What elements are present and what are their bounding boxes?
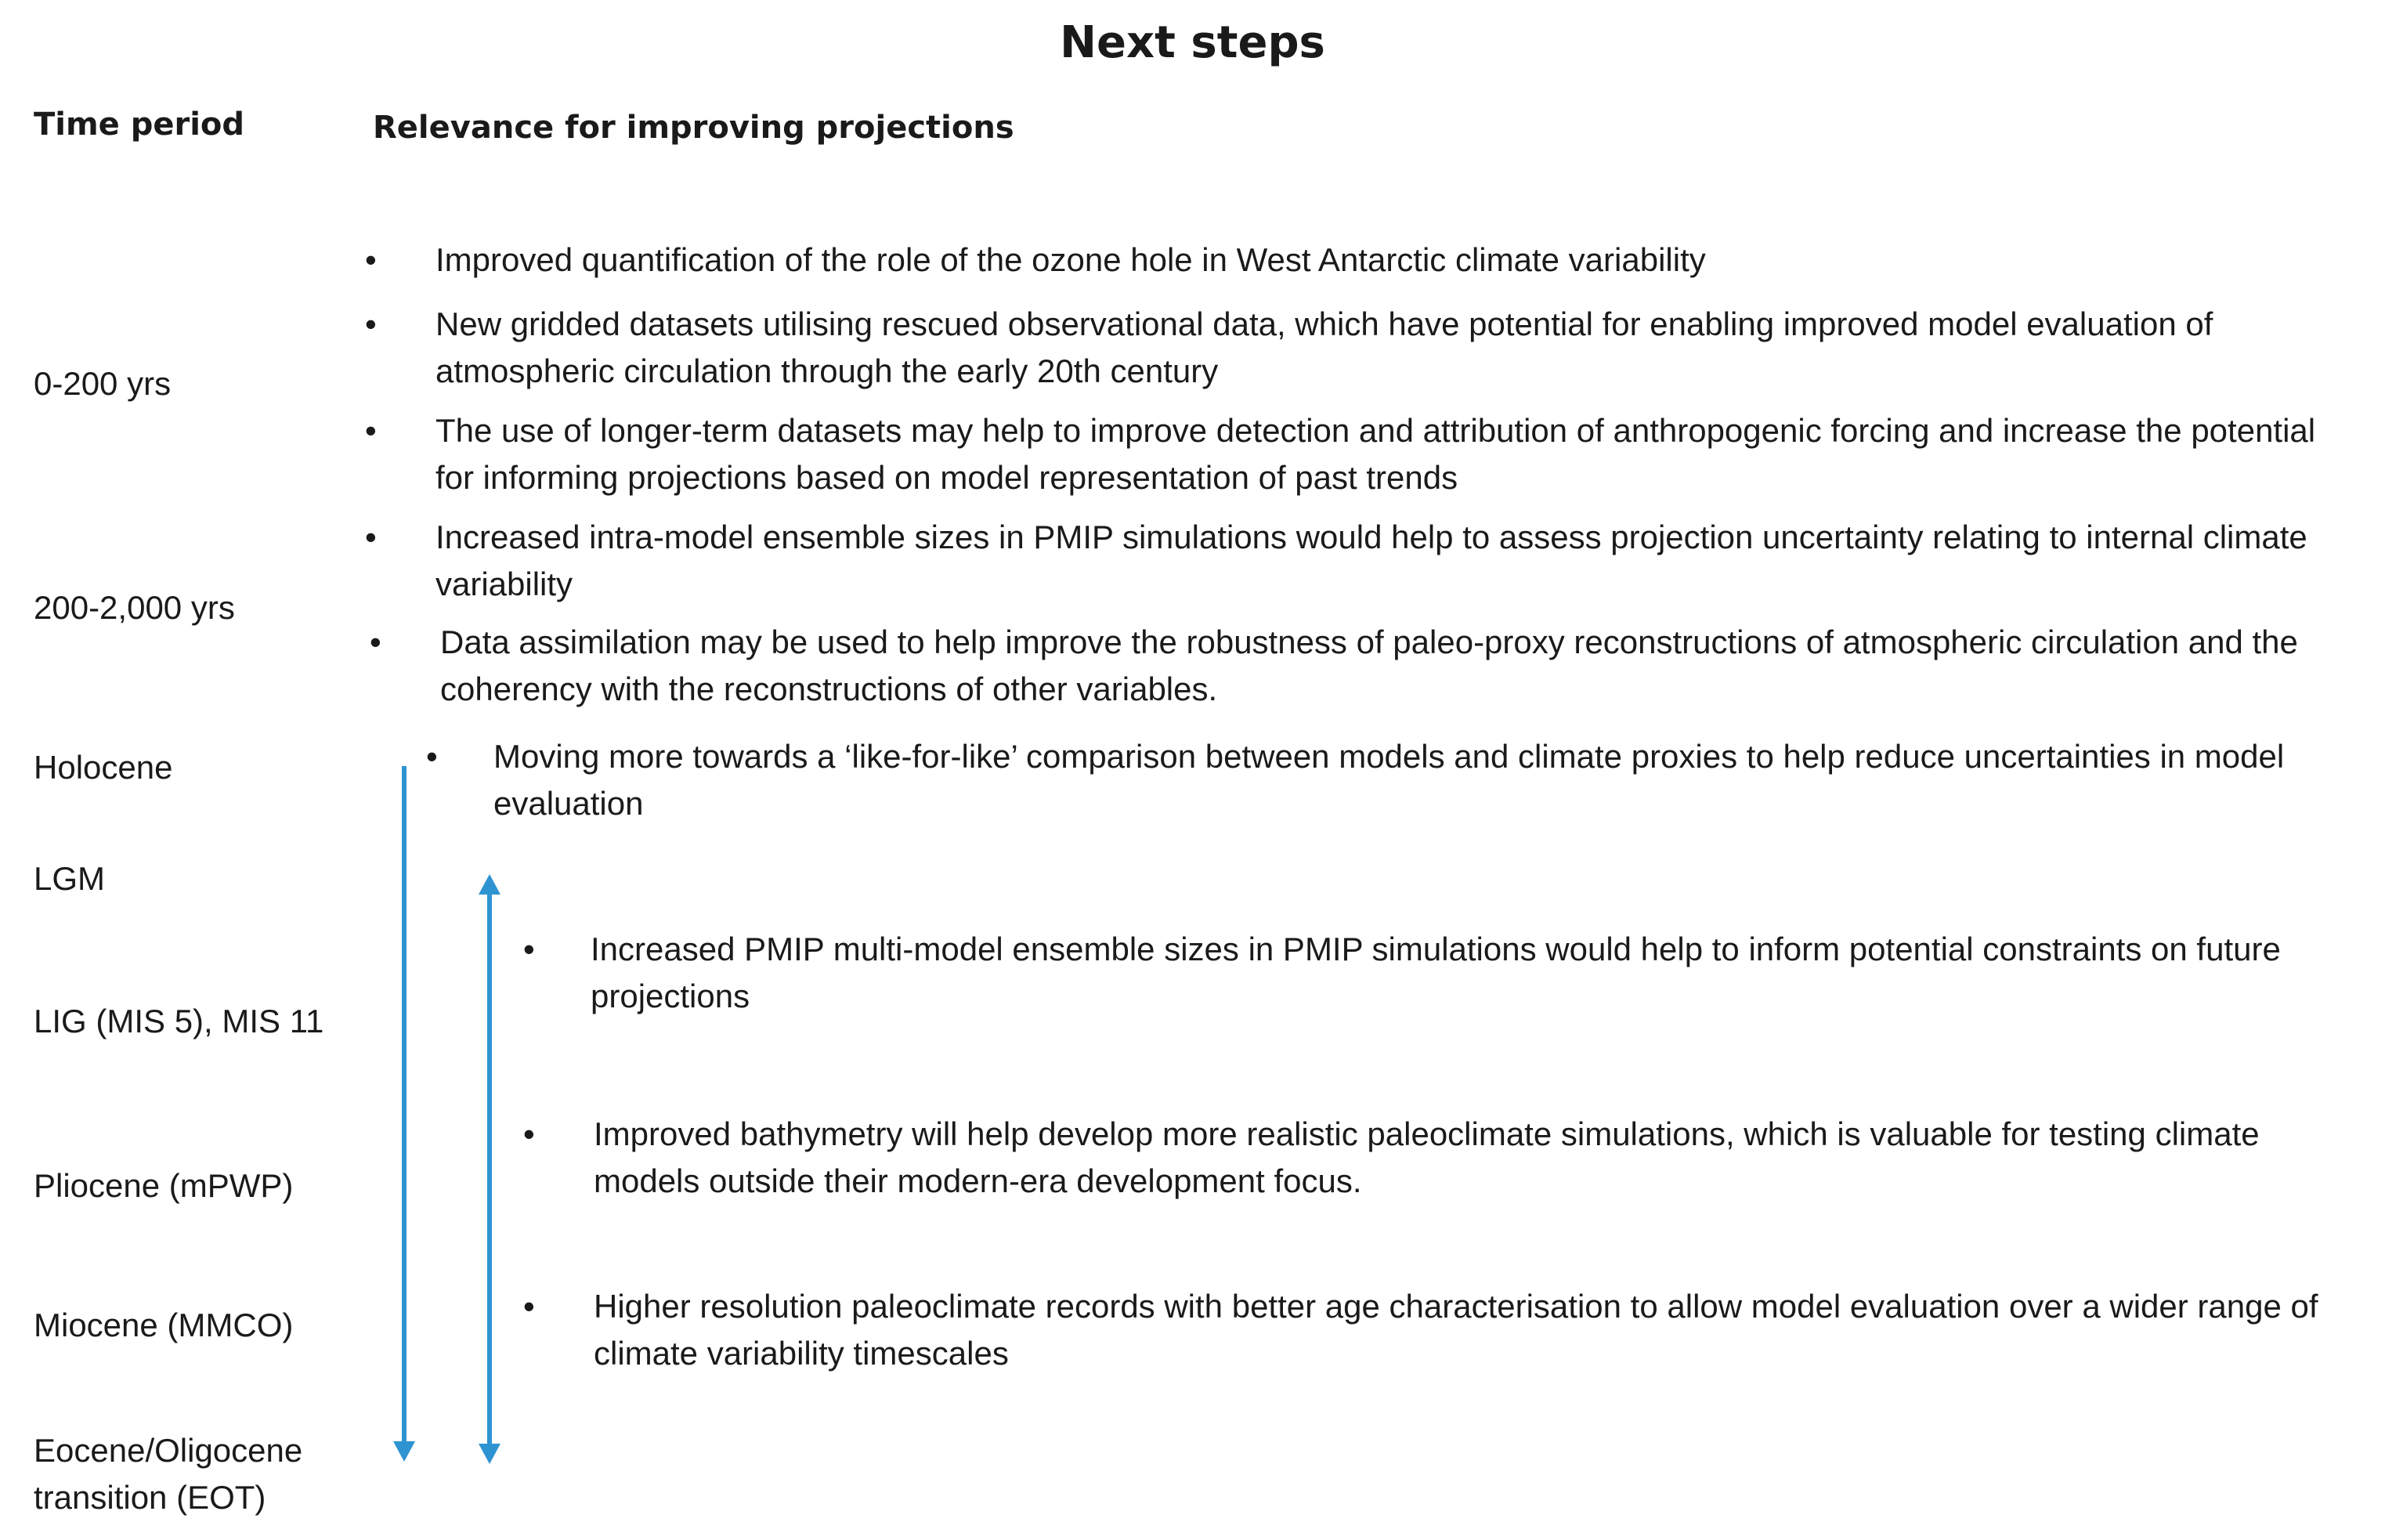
page-title: Next steps [1060,17,1325,68]
bullet-text: Improved bathymetry will help develop more realistic paleoclimate simulations, which is valuable for testing climate models outside their modern-era development focus. [594,1115,2260,1199]
period-holocene: Holocene [34,749,173,786]
bullet-dot: • [365,241,377,278]
period-0-200-yrs: 0-200 yrs [34,365,172,402]
bullet-dot: • [426,738,438,775]
bullet-text: Increased intra-model ensemble sizes in PMIP simulations would help to assess projection uncertainty relating to internal climate variability [435,519,2307,602]
time-period-header: Time period [34,107,245,143]
bullet-text: Moving more towards a ‘like-for-like’ comparison between models and climate proxies to help reduce uncertainties in model evaluation [493,738,2285,822]
bullet-dot: • [523,1115,535,1152]
double-arrow-icon [479,874,500,1464]
period-200-2000-yrs: 200-2,000 yrs [34,589,235,626]
relevance-header: Relevance for improving projections [373,110,1014,146]
bullet-text: Improved quantification of the role of the ozone hole in West Antarctic climate variability [435,241,1706,278]
period-lig-mis5-mis11: LIG (MIS 5), MIS 11 [34,1003,324,1039]
period-transition-eot: transition (EOT) [34,1479,266,1516]
bullet-dot: • [365,519,377,555]
bullet-text: Higher resolution paleoclimate records with better age characterisation to allow model evaluation over a wider range of climate variability timescales [594,1288,2318,1372]
bullet-dot: • [370,624,381,660]
down-arrow-icon [393,766,415,1462]
bullet-text: Increased PMIP multi-model ensemble sizes in PMIP simulations would help to inform potential constraints on future projections [591,931,2281,1014]
bullet-text: The use of longer-term datasets may help to improve detection and attribution of anthropogenic forcing and increase the potential for informing projections based on model representation of past trends [435,412,2316,496]
bullet-dot: • [365,305,377,342]
bullet-text: New gridded datasets utilising rescued observational data, which have potential for enabling improved model evaluation of atmospheric circulation through the early 20th century [435,305,2213,389]
bullet-dot: • [365,412,377,449]
bullet-dot: • [523,931,535,967]
bullet-text: Data assimilation may be used to help improve the robustness of paleo-proxy reconstructions of atmospheric circulation and the coherency with the reconstructions of other variables. [440,624,2298,707]
period-lgm: LGM [34,860,106,897]
period-miocene: Miocene (MMCO) [34,1307,294,1343]
period-eocene-oligocene: Eocene/Oligocene [34,1432,303,1469]
period-pliocene: Pliocene (mPWP) [34,1167,294,1204]
bullet-dot: • [523,1288,535,1325]
